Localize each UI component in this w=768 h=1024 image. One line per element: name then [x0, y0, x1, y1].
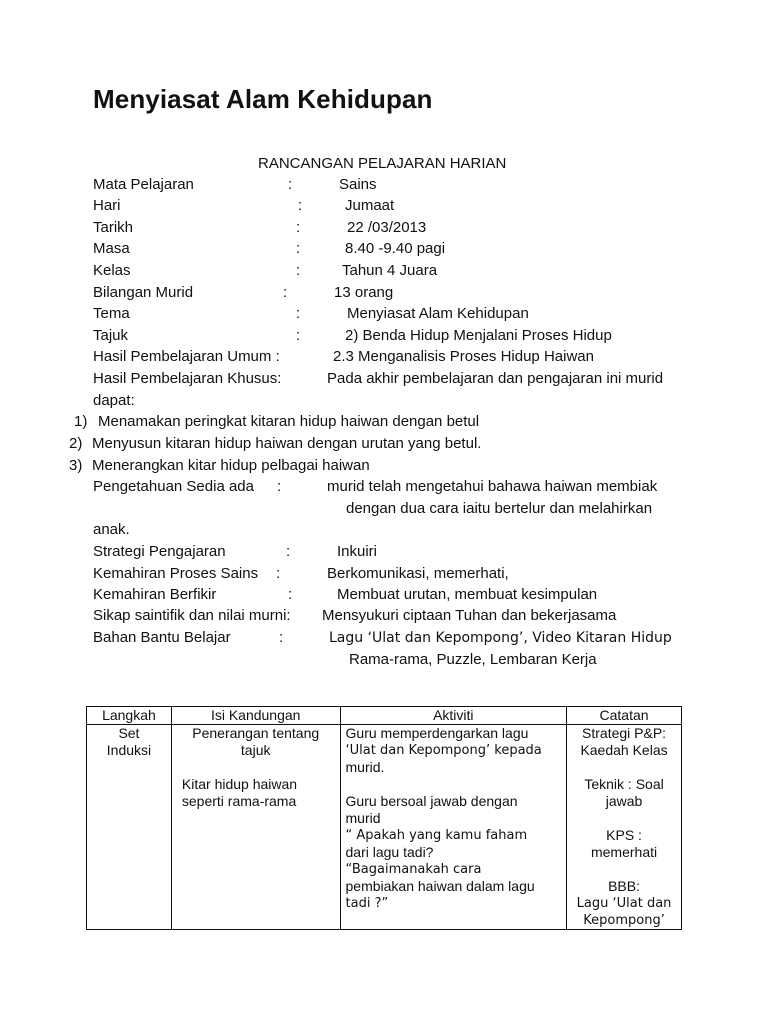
notes-cell [567, 725, 682, 930]
detail-value: Pada akhir pembelajaran dan pengajaran ini murid [327, 370, 664, 387]
detail-value: Mensyukuri ciptaan Tuhan dan bekerjasama [322, 607, 617, 624]
detail-label: Sikap saintifik dan nilai murni: [93, 607, 291, 624]
activity-text: ‘Ulat dan Kepompong’ kepada [345, 743, 542, 758]
objective-text: Menyusun kitaran hidup haiwan dengan urutan yang betul. [92, 435, 482, 452]
detail-colon: : [288, 176, 293, 193]
detail-colon: : [283, 284, 288, 301]
content-text: Penerangan tentang [192, 725, 320, 741]
activity-text: “Bagaimanakah cara [345, 862, 482, 877]
prior-knowledge-label: Pengetahuan Sedia ada [93, 478, 254, 495]
activity-text: tadi ?” [345, 896, 389, 911]
step-text: Induksi [106, 742, 152, 758]
content-text: seperti rama-rama [181, 793, 297, 809]
detail-colon: : [277, 478, 282, 495]
step-cell [87, 725, 172, 930]
detail-value: 22 /03/2013 [347, 219, 427, 236]
notes-text: jawab [605, 793, 643, 809]
detail-colon: : [298, 197, 303, 214]
table-row [87, 725, 682, 930]
detail-colon: : [288, 586, 293, 603]
activity-text: murid. [345, 759, 385, 775]
detail-label: Hari [93, 197, 121, 214]
document-title: Menyiasat Alam Kehidupan [93, 84, 433, 114]
objective-number: 2) [69, 435, 83, 452]
detail-value: Tahun 4 Juara [342, 262, 438, 279]
lesson-table [86, 706, 682, 930]
detail-value: 8.40 -9.40 pagi [345, 240, 446, 257]
notes-text: Kepompong’ [583, 913, 665, 928]
prior-knowledge-text: murid telah mengetahui bahawa haiwan membiak [327, 478, 658, 495]
detail-label: Mata Pelajaran [93, 176, 194, 193]
activity-cell [340, 725, 567, 930]
activity-text: “ Apakah yang kamu faham [345, 828, 528, 843]
content-text: tajuk [240, 742, 271, 758]
objective-number: 1) [74, 413, 88, 430]
objective-text: Menamakan peringkat kitaran hidup haiwan dengan betul [98, 413, 480, 430]
activity-text: Guru memperdengarkan lagu [345, 725, 529, 741]
detail-label: Kemahiran Proses Sains [93, 565, 259, 582]
detail-label: Bilangan Murid [93, 284, 194, 301]
detail-label: Strategi Pengajaran [93, 543, 226, 560]
activity-text: Guru bersoal jawab dengan [345, 793, 518, 809]
detail-label: Hasil Pembelajaran Khusus: [93, 370, 282, 387]
prior-knowledge-text: anak. [93, 521, 130, 538]
detail-value: Berkomunikasi, memerhati, [327, 565, 509, 582]
content-text: Kitar hidup haiwan [181, 776, 298, 792]
notes-text: Strategi P&P: [582, 725, 667, 741]
detail-colon: : [296, 219, 301, 236]
lesson-plan-heading: RANCANGAN PELAJARAN HARIAN [258, 155, 507, 172]
column-header: Isi Kandungan [171, 707, 340, 725]
detail-value: 2) Benda Hidup Menjalani Proses Hidup [345, 327, 612, 344]
notes-text: KPS : [606, 827, 642, 843]
detail-colon: : [279, 629, 284, 646]
activity-text: dari lagu tadi? [345, 844, 434, 860]
column-header: Langkah [87, 707, 172, 725]
detail-colon: : [286, 543, 291, 560]
detail-label: Kelas [93, 262, 131, 279]
detail-label: Tema [93, 305, 130, 322]
detail-label: Masa [93, 240, 130, 257]
detail-value: Sains [339, 176, 377, 193]
prior-knowledge-text: dengan dua cara iaitu bertelur dan melahirkan [346, 500, 653, 517]
notes-text: memerhati [590, 844, 658, 860]
detail-colon: : [296, 305, 301, 322]
step-text: Set [118, 725, 140, 741]
activity-text: murid [345, 810, 381, 826]
detail-value: Lagu ‘Ulat dan Kepompong’, Video Kitaran Hidup [329, 630, 672, 646]
content-cell [171, 725, 340, 930]
objective-number: 3) [69, 457, 83, 474]
detail-value: 2.3 Menganalisis Proses Hidup Haiwan [333, 348, 594, 365]
detail-label: Tarikh [93, 219, 134, 236]
activity-text: pembiakan haiwan dalam lagu [345, 878, 535, 894]
detail-label: Tajuk [93, 327, 129, 344]
detail-continuation: dapat: [93, 392, 135, 409]
notes-text: BBB: [608, 878, 640, 894]
detail-label: Bahan Bantu Belajar [93, 629, 231, 646]
detail-colon: : [296, 262, 301, 279]
detail-value: Inkuiri [337, 543, 378, 560]
column-header: Aktiviti [340, 707, 567, 725]
detail-label: Hasil Pembelajaran Umum : [93, 348, 280, 365]
detail-value: Membuat urutan, membuat kesimpulan [337, 586, 598, 603]
detail-value: Jumaat [345, 197, 395, 214]
detail-value: 13 orang [334, 284, 394, 301]
objective-text: Menerangkan kitar hidup pelbagai haiwan [92, 457, 370, 474]
table-header-row [87, 707, 682, 725]
detail-colon: : [296, 327, 301, 344]
detail-continuation: Rama-rama, Puzzle, Lembaran Kerja [349, 651, 597, 668]
column-header: Catatan [567, 707, 682, 725]
detail-colon: : [296, 240, 301, 257]
detail-label: Kemahiran Berfikir [93, 586, 217, 603]
detail-colon: : [276, 565, 281, 582]
detail-value: Menyiasat Alam Kehidupan [347, 305, 529, 322]
notes-text: Teknik : Soal [584, 776, 664, 792]
notes-text: Kaedah Kelas [580, 742, 668, 758]
notes-text: Lagu ‘Ulat dan [576, 896, 672, 911]
